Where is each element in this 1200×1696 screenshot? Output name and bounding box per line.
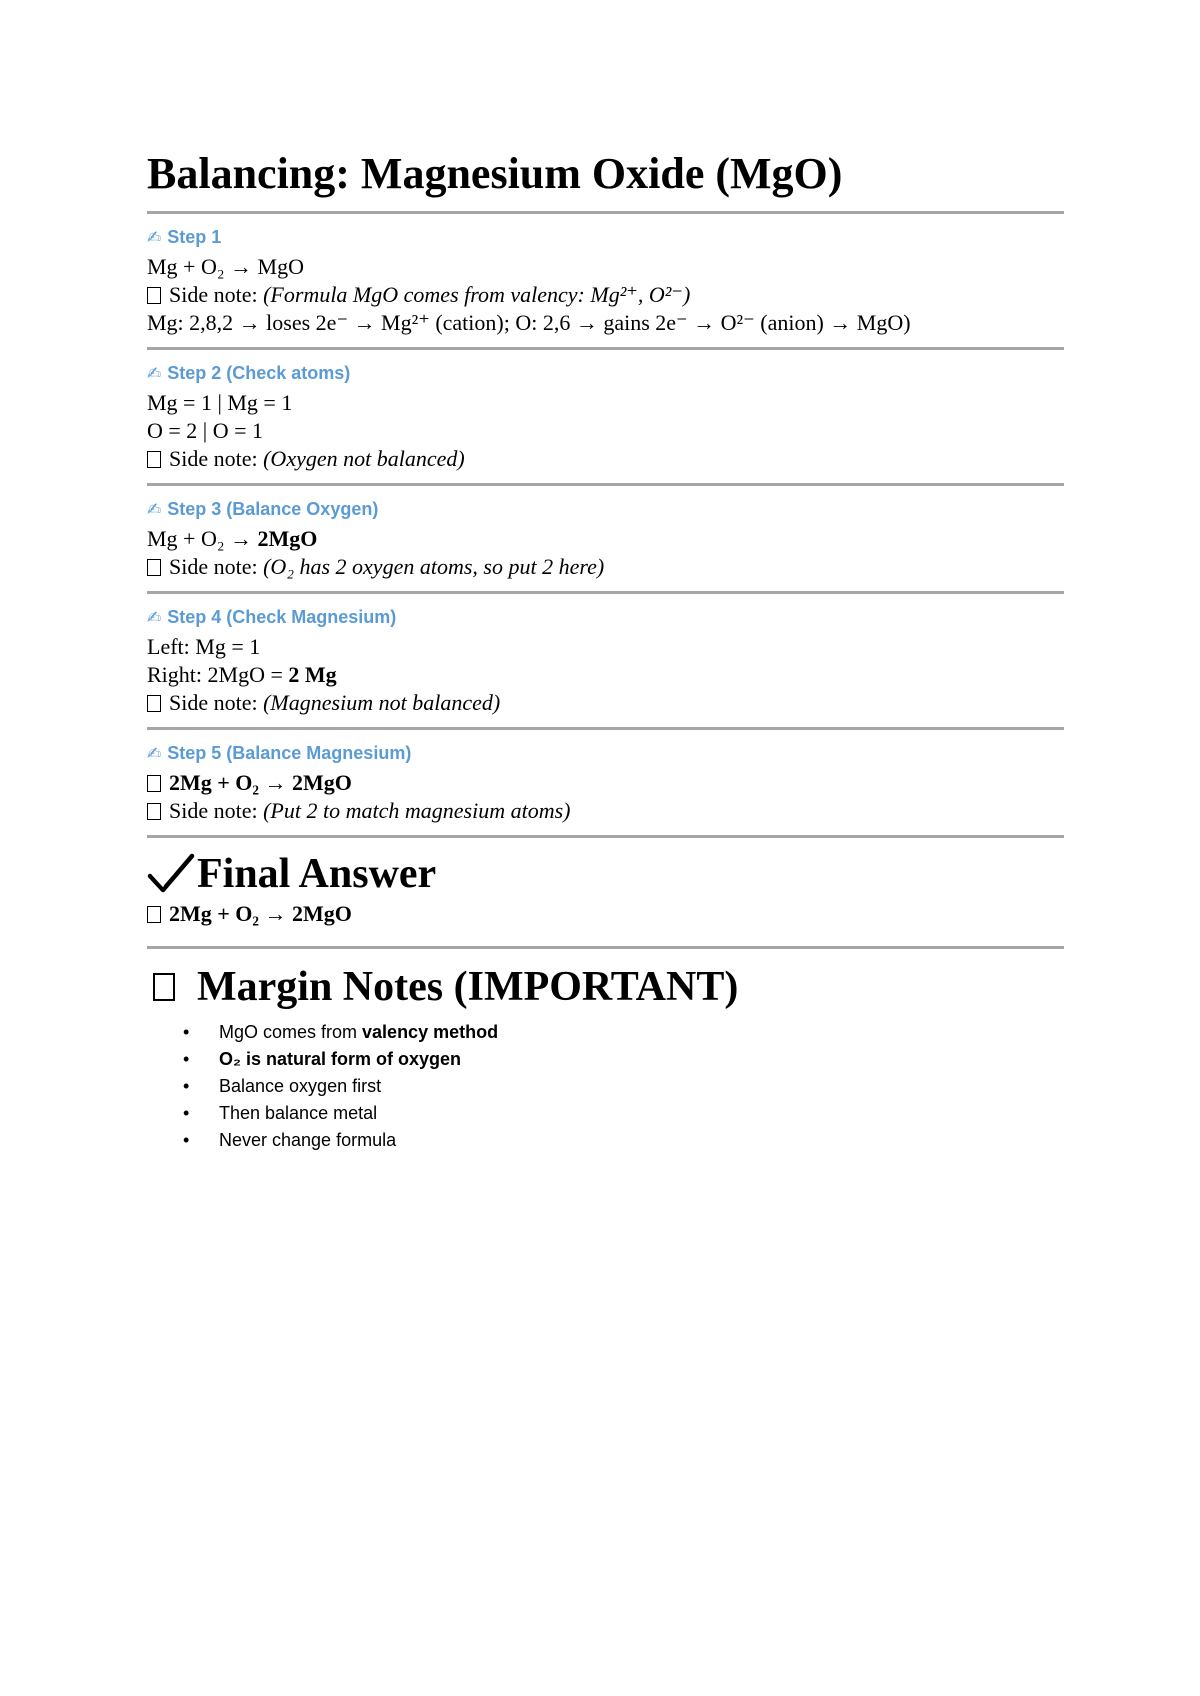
step-heading-label: Step 5 (Balance Magnesium)	[167, 743, 412, 763]
side-note: Side note: (Formula MgO comes from valency: Mg²⁺, O²⁻)	[147, 281, 1064, 309]
atom-count-line: Right: 2MgO = 2 Mg	[147, 662, 337, 687]
side-note: Side note: (Magnesium not balanced)	[147, 689, 1064, 717]
step-heading-label: Step 2 (Check atoms)	[167, 363, 351, 383]
step-heading-label: Step 3 (Balance Oxygen)	[167, 499, 379, 519]
side-note: Side note: (O₂ has 2 oxygen atoms, so put 2 here)	[147, 553, 1064, 581]
step-4-section	[147, 594, 1064, 727]
margin-notes-section	[147, 961, 1064, 1154]
final-answer-section	[147, 848, 1064, 946]
step-heading	[147, 224, 1064, 251]
step-3-section	[147, 486, 1064, 591]
atom-count-line: Mg = 1 | Mg = 1	[147, 390, 293, 415]
page-title: Balancing: Magnesium Oxide (MgO)	[147, 149, 843, 198]
equation-line: Mg + O₂ → MgO	[147, 254, 304, 279]
writing-hand-icon: ✍	[147, 500, 162, 519]
side-note: Side note: (Put 2 to match magnesium atoms)	[147, 797, 1064, 825]
final-answer-label: Final Answer	[197, 851, 437, 897]
check-mark-icon	[147, 852, 195, 896]
list-item: • Then balance metal	[183, 1103, 378, 1123]
margin-notes-heading	[147, 961, 1064, 1013]
checkbox-icon	[147, 559, 161, 576]
checkbox-icon	[147, 906, 161, 923]
checkbox-icon	[147, 695, 161, 712]
step-heading	[147, 604, 1064, 631]
equation-line: 2Mg + O₂ → 2MgO	[147, 769, 1064, 797]
divider	[147, 835, 1064, 838]
side-note: Side note: (Oxygen not balanced)	[147, 445, 1064, 473]
list-item: • Never change formula	[183, 1130, 397, 1150]
atom-count-line: O = 2 | O = 1	[147, 418, 263, 443]
final-answer-heading	[147, 848, 1064, 900]
equation-line: Mg + O₂ → 2MgO	[147, 526, 318, 551]
margin-notes-list	[147, 1019, 1064, 1154]
step-heading	[147, 360, 1064, 387]
writing-hand-icon: ✍	[147, 364, 162, 383]
step-heading	[147, 740, 1064, 767]
final-equation: 2Mg + O₂ → 2MgO	[147, 900, 1064, 946]
writing-hand-icon: ✍	[147, 744, 162, 763]
step-heading-label: Step 1	[167, 227, 222, 247]
checkbox-icon	[147, 287, 161, 304]
divider	[147, 946, 1064, 949]
checkbox-icon	[147, 775, 161, 792]
atom-count-line: Left: Mg = 1	[147, 634, 261, 659]
step-1-section	[147, 214, 1064, 347]
writing-hand-icon: ✍	[147, 608, 162, 627]
checkbox-icon	[147, 451, 161, 468]
step-2-section	[147, 350, 1064, 483]
electron-config-line: Mg: 2,8,2 → loses 2e⁻ → Mg²⁺ (cation); O: 2,6 → gains 2e⁻ → O²⁻ (anion) → MgO)	[147, 310, 911, 335]
step-heading-label: Step 4 (Check Magnesium)	[167, 607, 397, 627]
list-item: • MgO comes from valency method	[183, 1022, 499, 1042]
list-item: • Balance oxygen first	[183, 1076, 382, 1096]
margin-notes-label: Margin Notes (IMPORTANT)	[197, 964, 739, 1010]
step-5-section	[147, 730, 1064, 835]
writing-hand-icon: ✍	[147, 228, 162, 247]
step-heading	[147, 496, 1064, 523]
checkbox-icon	[153, 973, 175, 1001]
checkbox-icon	[147, 803, 161, 820]
list-item: • O₂ is natural form of oxygen	[183, 1049, 462, 1069]
